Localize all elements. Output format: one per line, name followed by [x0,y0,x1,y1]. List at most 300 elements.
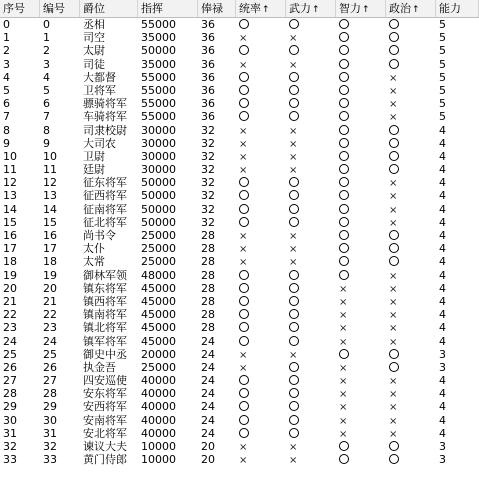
table-cell: 32 [43,440,57,453]
table-cell [336,295,386,308]
table-body [0,18,479,466]
table-row[interactable] [0,295,479,308]
table-cell: 35000 [141,31,176,45]
yes-circle-icon [239,415,249,425]
table-cell [286,282,336,295]
table-cell: 20 [43,281,57,295]
table-row[interactable] [0,58,479,71]
table-cell: 27 [43,374,57,388]
yes-circle-icon [389,125,399,135]
no-cross-icon: × [239,455,248,467]
table-cell: 御林军领 [83,268,127,282]
table-row[interactable] [0,84,479,97]
col-header-war[interactable] [286,0,336,17]
table-cell: 50000 [141,215,176,229]
table-cell: 5 [439,70,446,84]
table-cell [336,321,386,334]
yes-circle-icon [239,177,249,187]
table-cell [286,216,336,229]
table-cell: 50000 [141,44,176,58]
table-cell: 4 [439,255,446,269]
table-cell: 28 [201,268,215,282]
yes-circle-icon [239,388,249,398]
table-cell [336,97,386,110]
table-cell: 4 [439,321,446,335]
no-cross-icon: × [239,244,248,256]
no-cross-icon: × [289,59,298,71]
table-cell [386,387,436,400]
no-cross-icon: × [389,270,398,282]
table-cell [236,124,286,137]
table-cell [286,124,336,137]
table-cell: 4 [439,400,446,414]
table-cell: 28 [201,229,215,242]
no-cross-icon: × [239,151,248,163]
yes-circle-icon [339,45,349,55]
table-cell: 13 [3,189,17,203]
table-cell [236,163,286,176]
table-row[interactable] [0,400,479,413]
table-cell: 31 [43,426,57,440]
no-cross-icon: × [389,336,398,348]
table-cell: 4 [439,215,446,229]
table-cell: 太仆 [83,242,105,256]
table-cell [336,84,386,97]
table-cell [286,58,336,71]
table-cell: 征北将军 [83,215,127,229]
no-cross-icon: × [289,138,298,150]
table-cell [336,308,386,321]
no-cross-icon: × [389,191,398,203]
table-cell [286,176,336,189]
table-cell: 32 [201,136,215,150]
table-cell: 10000 [141,440,176,453]
yes-circle-icon [389,256,399,266]
table-cell: 23 [3,321,17,335]
table-cell [286,321,336,334]
table-cell [286,44,336,57]
table-cell [386,400,436,413]
table-cell [236,255,286,268]
table-cell: 司徒 [83,57,105,71]
yes-circle-icon [389,138,399,148]
sort-up-arrow-icon: ↑ [312,5,320,15]
yes-circle-icon [239,283,249,293]
table-cell: 车骑将军 [83,110,127,124]
no-cross-icon: × [289,33,298,45]
table-cell: 征西将军 [83,189,127,203]
table-cell [286,18,336,31]
table-cell: 45000 [141,281,176,295]
table-cell [386,124,436,137]
table-cell: 4 [439,308,446,322]
table-cell [336,163,386,176]
table-cell [336,150,386,163]
table-cell: 5 [439,18,446,31]
table-cell: 6 [43,97,50,111]
yes-circle-icon [339,72,349,82]
col-header-label: 智力 [339,2,361,15]
table-cell: 20000 [141,347,176,361]
table-cell [386,31,436,44]
table-cell: 4 [439,123,446,137]
table-cell [386,203,436,216]
table-cell: 31 [3,426,17,440]
yes-circle-icon [339,190,349,200]
table-cell: 5 [439,57,446,71]
col-header-index[interactable] [0,0,40,17]
table-cell [386,150,436,163]
yes-circle-icon [389,32,399,42]
table-cell: 29 [43,400,57,414]
table-row[interactable] [0,361,479,374]
yes-circle-icon [339,217,349,227]
yes-circle-icon [389,45,399,55]
table-cell [286,400,336,413]
table-cell: 32 [201,176,215,190]
yes-circle-icon [389,362,399,372]
sort-up-arrow-icon: ↑ [412,5,420,15]
table-cell: 4 [439,387,446,401]
yes-circle-icon [289,204,299,214]
table-cell: 24 [201,400,215,414]
yes-circle-icon [289,375,299,385]
table-cell: 谏议大夫 [83,440,127,453]
table-cell: 11 [43,163,57,177]
table-cell [236,374,286,387]
table-cell [236,150,286,163]
table-cell: 黄门侍郎 [83,453,127,467]
table-cell: 1 [3,31,10,45]
table-cell: 4 [439,426,446,440]
table-cell: 30 [43,413,57,427]
no-cross-icon: × [239,257,248,269]
col-header-label: 序号 [3,2,25,15]
table-row[interactable] [0,203,479,216]
yes-circle-icon [239,111,249,121]
table-cell [386,361,436,374]
yes-circle-icon [239,322,249,332]
table-cell [286,348,336,361]
yes-circle-icon [339,270,349,280]
table-cell: 镇南将军 [83,308,127,322]
table-cell: 30 [3,413,17,427]
table-cell [286,269,336,282]
table-cell: 17 [3,242,17,256]
yes-circle-icon [289,362,299,372]
col-header-rank[interactable] [80,0,138,17]
table-cell: 25000 [141,242,176,256]
yes-circle-icon [339,85,349,95]
yes-circle-icon [339,164,349,174]
table-cell: 11 [3,163,17,177]
table-cell: 安西将军 [83,400,127,414]
yes-circle-icon [389,230,399,240]
yes-circle-icon [239,428,249,438]
table-cell [386,110,436,123]
table-cell: 14 [3,202,17,216]
table-cell [236,18,286,31]
table-cell: 卫将军 [83,83,116,97]
table-row[interactable] [0,387,479,400]
table-cell: 15 [43,215,57,229]
table-cell: 16 [43,229,57,242]
no-cross-icon: × [239,442,248,453]
table-cell: 29 [3,400,17,414]
table-cell [336,269,386,282]
table-cell: 征东将军 [83,176,127,190]
table-cell: 4 [439,136,446,150]
col-header-label: 武力 [289,2,311,15]
table-cell [386,427,436,440]
table-cell: 4 [439,413,446,427]
table-cell [236,71,286,84]
table-cell: 45000 [141,321,176,335]
no-cross-icon: × [239,125,248,137]
table-cell [386,335,436,348]
yes-circle-icon [289,415,299,425]
yes-circle-icon [339,59,349,69]
yes-circle-icon [389,151,399,161]
table-cell [286,71,336,84]
table-row[interactable] [0,440,479,453]
table-cell [286,31,336,44]
table-cell: 25000 [141,255,176,269]
no-cross-icon: × [239,349,248,361]
table-cell: 45000 [141,308,176,322]
table-cell [336,387,386,400]
table-cell [386,18,436,31]
table-row[interactable] [0,414,479,427]
no-cross-icon: × [389,428,398,440]
table-row[interactable] [0,137,479,150]
yes-circle-icon [289,428,299,438]
table-cell: 28 [201,255,215,269]
table-cell: 四安巡使 [83,374,127,388]
table-cell: 4 [43,70,50,84]
table-cell [236,31,286,44]
table-row[interactable] [0,97,479,110]
table-row[interactable] [0,335,479,348]
col-header-command[interactable] [138,0,198,17]
table-cell: 28 [201,281,215,295]
table-row[interactable] [0,216,479,229]
table-cell: 20 [201,440,215,453]
no-cross-icon: × [339,336,348,348]
no-cross-icon: × [239,33,248,45]
table-cell: 24 [43,334,57,348]
col-header-politics[interactable] [386,0,436,17]
yes-circle-icon [289,19,299,29]
yes-circle-icon [339,243,349,253]
table-cell: 司空 [83,31,105,45]
yes-circle-icon [289,177,299,187]
table-cell [386,44,436,57]
table-cell: 4 [439,176,446,190]
no-cross-icon: × [389,217,398,229]
no-cross-icon: × [239,138,248,150]
table-cell [286,150,336,163]
table-row[interactable] [0,321,479,334]
yes-circle-icon [289,190,299,200]
table-cell: 5 [439,110,446,124]
table-row[interactable] [0,348,479,361]
table-cell: 23 [43,321,57,335]
table-cell: 镇西将军 [83,294,127,308]
table-cell [336,176,386,189]
table-row[interactable] [0,229,479,242]
table-cell [236,453,286,466]
table-cell: 55000 [141,18,176,31]
table-row[interactable] [0,150,479,163]
table-row[interactable] [0,242,479,255]
no-cross-icon: × [339,428,348,440]
table-cell: 36 [201,110,215,124]
table-row[interactable] [0,71,479,84]
table-cell: 25 [3,347,17,361]
yes-circle-icon [289,322,299,332]
table-cell [236,189,286,202]
table-cell: 26 [3,360,17,374]
table-cell: 10 [3,149,17,163]
table-row[interactable] [0,44,479,57]
yes-circle-icon [239,401,249,411]
col-header-ability[interactable] [436,0,479,17]
yes-circle-icon [289,217,299,227]
table-cell [386,282,436,295]
table-row[interactable] [0,176,479,189]
no-cross-icon: × [339,402,348,414]
table-cell: 9 [43,136,50,150]
table-cell: 32 [201,202,215,216]
yes-circle-icon [239,296,249,306]
table-cell [286,414,336,427]
no-cross-icon: × [389,310,398,322]
no-cross-icon: × [239,231,248,242]
table-cell: 30000 [141,149,176,163]
table-row[interactable] [0,31,479,44]
table-cell [336,58,386,71]
table-cell: 18 [3,255,17,269]
table-row[interactable] [0,255,479,268]
table-row[interactable] [0,18,479,31]
table-cell: 12 [3,176,17,190]
table-cell [286,137,336,150]
table-cell: 40000 [141,413,176,427]
table-row[interactable] [0,282,479,295]
table-cell [386,229,436,242]
yes-circle-icon [289,388,299,398]
table-cell: 30000 [141,136,176,150]
no-cross-icon: × [389,389,398,401]
col-header-leadership[interactable] [236,0,286,17]
table-cell: 3 [439,440,446,453]
table-cell: 16 [3,229,17,242]
table-cell [336,229,386,242]
yes-circle-icon [289,98,299,108]
table-cell [236,321,286,334]
no-cross-icon: × [389,85,398,97]
table-cell: 25 [43,347,57,361]
table-cell: 5 [439,97,446,111]
yes-circle-icon [239,217,249,227]
table-cell [386,176,436,189]
table-cell [236,308,286,321]
col-header-label: 政治 [389,2,411,15]
col-header-intelligence[interactable] [336,0,386,17]
table-cell: 32 [3,440,17,453]
table-cell: 55000 [141,110,176,124]
no-cross-icon: × [389,283,398,295]
table-cell: 25000 [141,360,176,374]
no-cross-icon: × [239,362,248,374]
no-cross-icon: × [239,59,248,71]
table-row[interactable] [0,427,479,440]
yes-circle-icon [239,309,249,319]
table-cell [336,282,386,295]
no-cross-icon: × [339,376,348,388]
table-row[interactable] [0,124,479,137]
table-cell: 55000 [141,70,176,84]
table-cell [236,203,286,216]
no-cross-icon: × [339,310,348,322]
col-header-id[interactable] [40,0,80,17]
table-cell: 21 [43,294,57,308]
yes-circle-icon [339,349,349,359]
table-cell [336,400,386,413]
table-cell [386,58,436,71]
table-row[interactable] [0,308,479,321]
yes-circle-icon [239,19,249,29]
yes-circle-icon [339,125,349,135]
no-cross-icon: × [339,389,348,401]
table-cell: 36 [201,57,215,71]
sort-up-arrow-icon: ↑ [262,5,270,15]
table-row[interactable] [0,110,479,123]
table-cell: 8 [3,123,10,137]
table-cell: 36 [201,70,215,84]
table-cell: 24 [201,360,215,374]
table-cell [386,348,436,361]
yes-circle-icon [289,296,299,306]
yes-circle-icon [239,375,249,385]
table-row[interactable] [0,374,479,387]
table-cell [336,242,386,255]
yes-circle-icon [289,45,299,55]
no-cross-icon: × [389,323,398,335]
table-cell [386,242,436,255]
col-header-label: 指挥 [141,2,163,15]
table-row[interactable] [0,453,479,466]
no-cross-icon: × [339,283,348,295]
col-header-salary[interactable] [198,0,236,17]
no-cross-icon: × [389,296,398,308]
table-cell: 28 [43,387,57,401]
table-cell: 4 [439,374,446,388]
table-cell [336,110,386,123]
table-row[interactable] [0,163,479,176]
no-cross-icon: × [289,244,298,256]
table-cell: 4 [439,163,446,177]
table-row[interactable] [0,189,479,202]
table-cell [286,361,336,374]
table-cell: 9 [3,136,10,150]
table-cell: 6 [3,97,10,111]
table-cell [236,97,286,110]
table-row[interactable] [0,269,479,282]
table-cell: 大司农 [83,136,116,150]
table-cell [286,110,336,123]
